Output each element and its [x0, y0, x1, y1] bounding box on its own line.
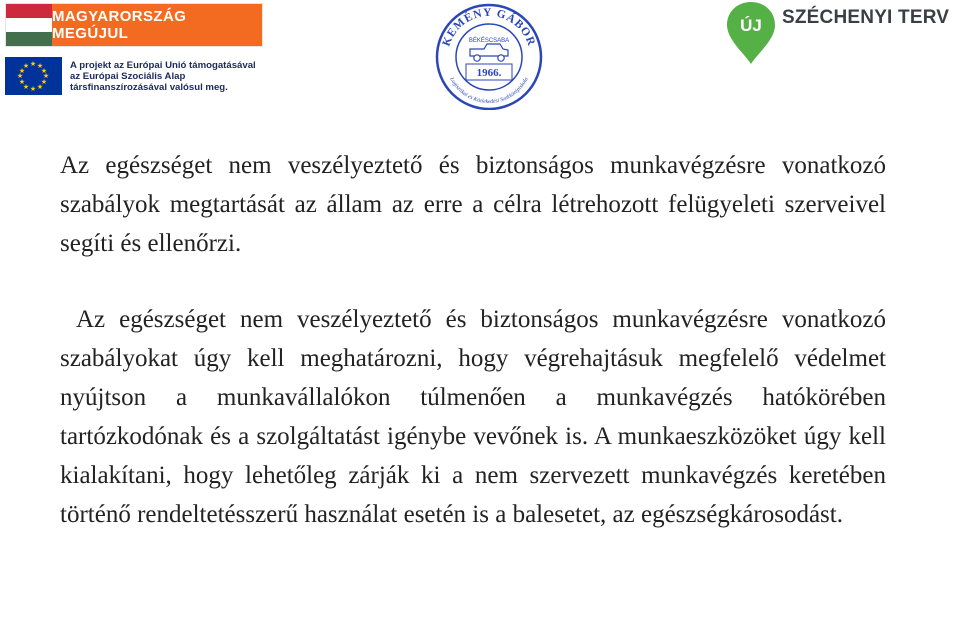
- eu-support-block: [5, 57, 263, 95]
- seal-graphic: [432, 0, 546, 110]
- seal-name: KEMÉNY GÁBOR: [440, 6, 538, 49]
- eu-support-text: [70, 60, 256, 93]
- school-seal-logo: [432, 0, 546, 115]
- paragraph-1: Az egészséget nem veszélyeztető és biztonságos munkavégzésre vonatkozó szabályok megtartását az állam az erre a célra létrehozott felügyeleti szerveivel segíti és ellenőrzi.: [60, 152, 886, 257]
- eu-support-line: A projekt az Európai Unió támogatásával: [70, 59, 256, 71]
- magyarorszag-logo-text: MAGYARORSZÁG MEGÚJUL: [52, 4, 262, 46]
- eu-support-line: társfinanszírozásával valósul meg.: [70, 81, 228, 93]
- szechenyi-logo-text: SZÉCHENYI TERV: [782, 7, 950, 28]
- seal-city: BÉKÉSCSABA: [468, 38, 510, 44]
- szechenyi-badge: ÚJ: [740, 16, 762, 35]
- header-left-logos: [5, 3, 263, 95]
- map-pin-icon: [725, 0, 777, 66]
- paragraph-2-text: Az egészséget nem veszélyeztető és biztonságos munkavégzésre vonatkozó szabályokat úgy kell meghatározni, hogy végrehajtásuk megfelelő védelmet nyújtson a munkavállalókon túlmenően a munkavégzés hatókörében tartózkodónak és a szolgáltatást igénybe vevőnek is. A munkaeszközöket úgy kell kialakítani, hogy lehetőleg zárják ki a nem szervezett munkavégzés keretében történő rendeltetésszerű használat esetén is a balesetet, az egészségkárosodást.: [60, 306, 886, 528]
- uj-szechenyi-terv-logo: [725, 0, 957, 70]
- eu-flag-icon: ★ ★ ★ ★ ★ ★ ★ ★ ★ ★ ★ ★: [5, 57, 62, 95]
- eu-support-line: az Európai Szociális Alap: [70, 70, 186, 82]
- paragraph-2: [60, 300, 886, 534]
- seal-subtitle: Logisztikai és Közlekedési Szakközépiskola: [448, 76, 530, 105]
- hungarian-flag-icon: [6, 4, 52, 46]
- magyarorszag-megujul-logo: [5, 3, 263, 47]
- seal-year: 1966.: [476, 67, 502, 79]
